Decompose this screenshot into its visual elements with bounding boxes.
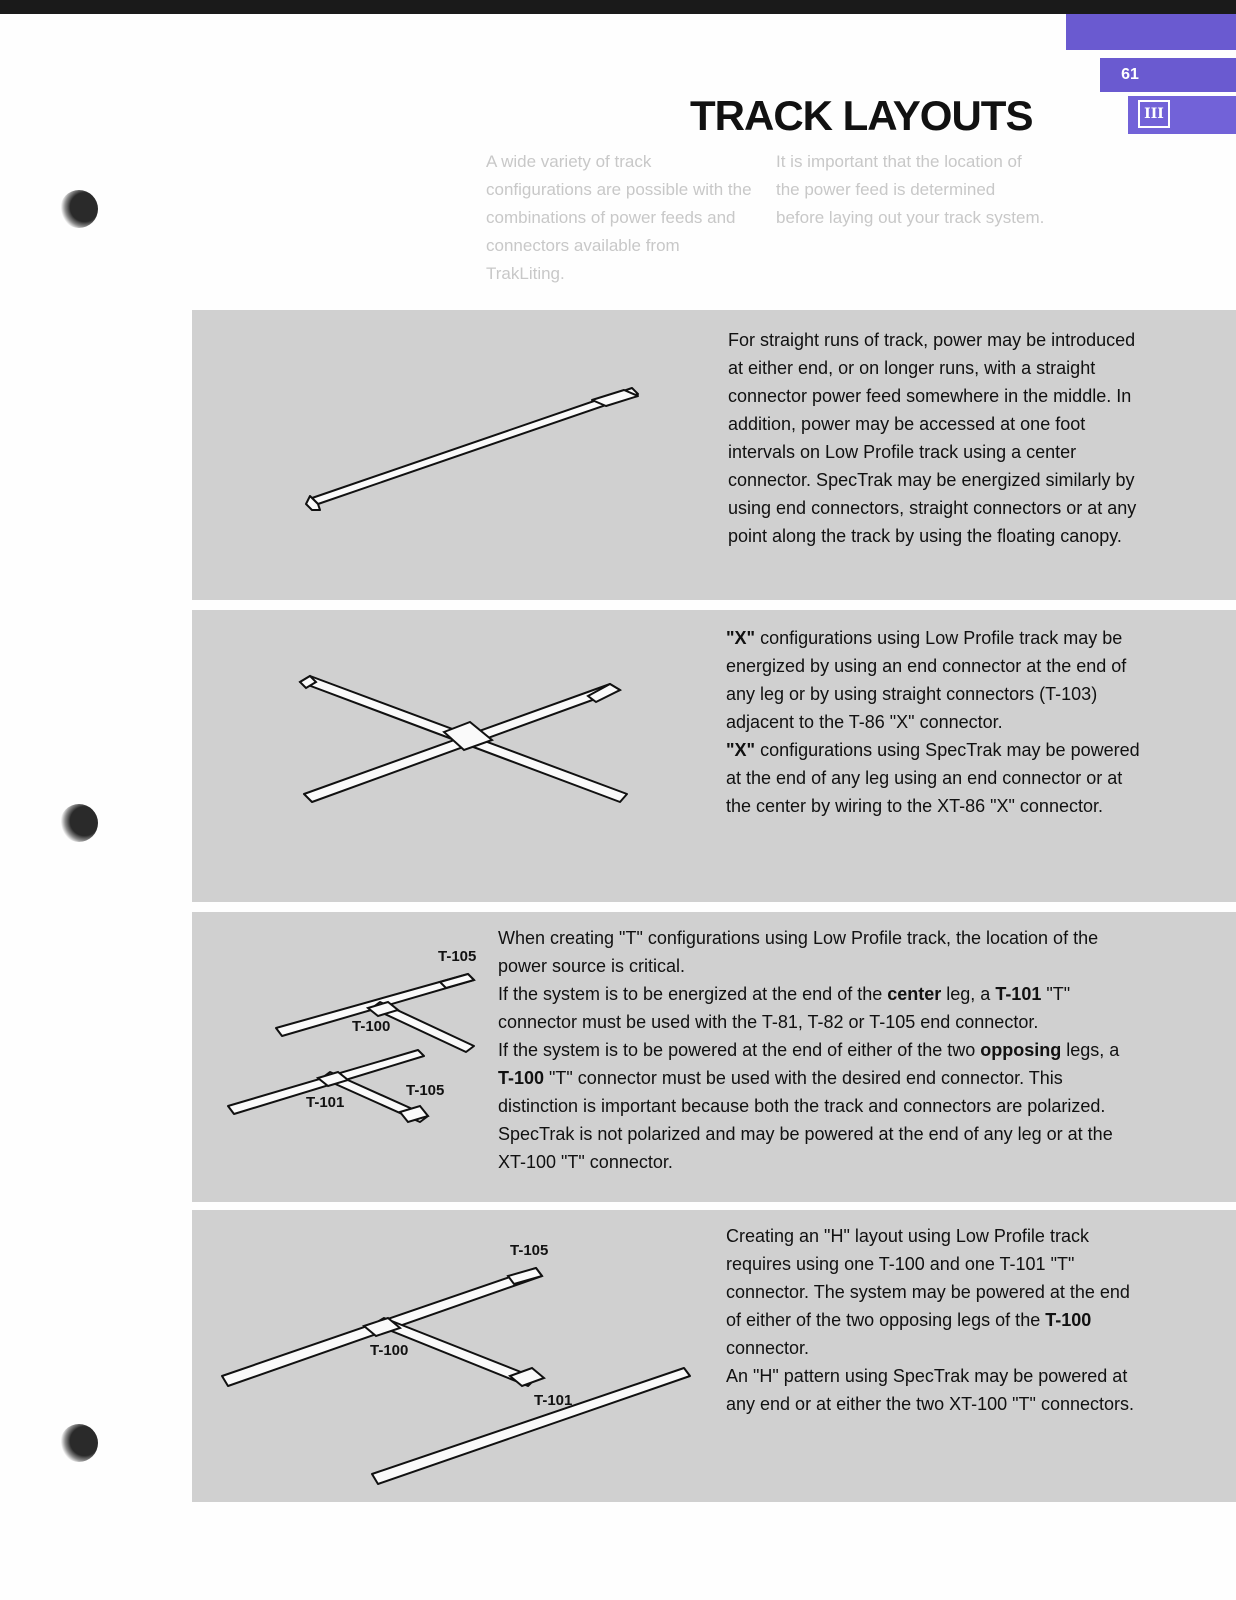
label-t105: T-105	[510, 1242, 549, 1259]
label-t100: T-100	[370, 1342, 409, 1359]
section-tab-upper	[1066, 14, 1236, 50]
track-rail	[372, 1368, 690, 1484]
h-layout-text: Creating an "H" layout using Low Profile track requires using one T-100 and one T-101 "T" connector. The system may be powered at the end of either of the two opposing legs of the T-100 connector. An "H" pattern using SpecTrak may be powered at any end or at either the two XT-100 "T" connectors.	[726, 1226, 1134, 1414]
t-configuration-text: When creating "T" configurations using Low Profile track, the location of the power source is critical. If the system is to be energized at the end of the center leg, a T-101 "T" connector must be used with the T-81, T-82 or T-105 end connector. If the system is to be powered at the end of either of the two opposing legs, a T-100 "T" connector must be used with the desired end connector. This distinction is important because both the track and connectors are polarized. SpecTrak is not polarized and may be powered at the end of any leg or at the XT-100 "T" connector.	[498, 928, 1120, 1172]
top-edge-line	[0, 0, 1236, 14]
label-t105-lower: T-105	[406, 1082, 445, 1099]
intro-column-2: It is important that the location of the power feed is determined before laying out your track system.	[776, 152, 1045, 227]
straight-track-diagram	[192, 310, 712, 600]
label-t101: T-101	[306, 1094, 345, 1111]
h-track-diagram	[192, 1210, 712, 1502]
straight-connector	[588, 684, 620, 702]
binder-hole	[60, 804, 98, 842]
panel-straight-run	[192, 310, 1236, 600]
x-track-diagram	[192, 610, 712, 902]
binder-hole	[60, 1424, 98, 1462]
t105-end-connector	[508, 1268, 542, 1284]
label-t101: T-101	[534, 1392, 573, 1409]
label-t100: T-100	[352, 1018, 391, 1035]
intro-column-1: A wide variety of track configurations are possible with the combinations of power feeds and connectors available from TrakLiting.	[486, 152, 752, 283]
straight-connector	[592, 390, 638, 406]
track-rail	[312, 388, 638, 504]
x-configuration-text: "X" configurations using Low Profile track may be energized by using an end connector at the end of any leg or by using straight connectors (T-103) adjacent to the T-86 "X" connector. "X" configurations using SpecTrak may be powered at the end of any leg using an end connector or at the center by wiring to the XT-86 "X" connector.	[726, 628, 1140, 816]
binder-hole	[60, 190, 98, 228]
page-number: 61	[1121, 66, 1139, 83]
label-t105-upper: T-105	[438, 948, 477, 965]
section-icon: III	[1138, 100, 1170, 128]
panel-t-configuration	[192, 912, 1236, 1202]
panel-h-layout	[192, 1210, 1236, 1502]
straight-run-text: For straight runs of track, power may be introduced at either end, or on longer runs, with a straight connector power feed somewhere in the middle. In addition, power may be accessed at one foot intervals on Low Profile track using a center connector. SpecTrak may be energized similarly by using end connectors, straight connectors or at any point along the track by using the floating canopy.	[728, 330, 1137, 546]
panel-x-configuration	[192, 610, 1236, 902]
page-title: TRACK LAYOUTS	[690, 92, 1033, 139]
